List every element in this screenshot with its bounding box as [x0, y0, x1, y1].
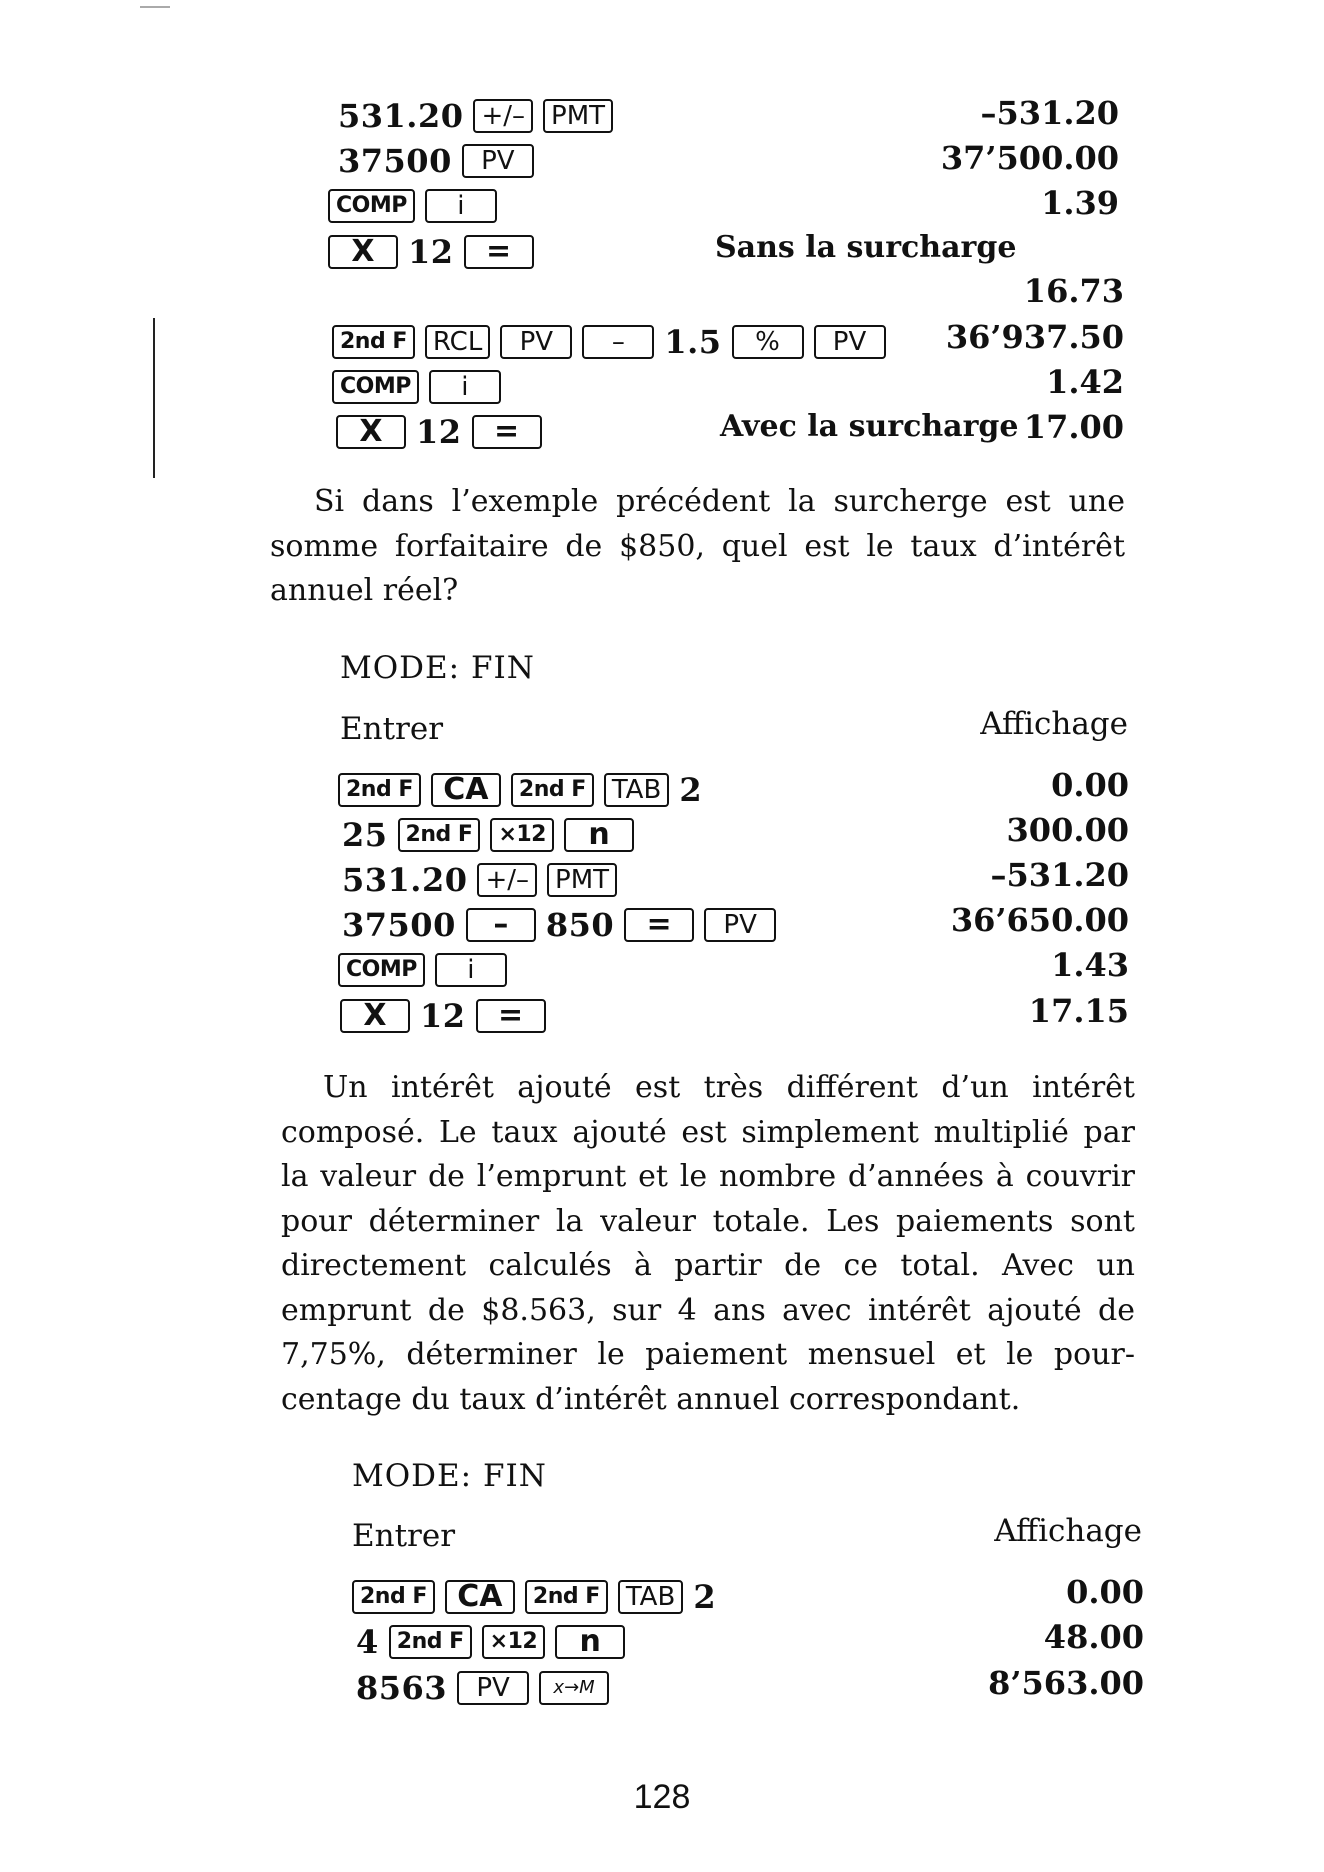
- second-function-key: 2nd F: [525, 1580, 608, 1614]
- comp-key: COMP: [332, 370, 419, 404]
- tab-key: TAB: [604, 773, 670, 807]
- minus-key: –: [466, 908, 536, 942]
- keystroke-row: X 12 =: [340, 996, 546, 1036]
- plus-minus-key: +/–: [477, 863, 537, 897]
- n-key: n: [564, 818, 634, 852]
- second-function-key: 2nd F: [332, 325, 415, 359]
- display-value: 8’563.00: [988, 1664, 1144, 1702]
- keystroke-row: 2nd F CA 2nd F TAB 2: [352, 1577, 716, 1617]
- mode-label: MODE: FIN: [340, 650, 535, 686]
- keystroke-row: 531.20 +/– PMT: [338, 96, 613, 136]
- display-value: 37’500.00: [940, 139, 1119, 177]
- plus-minus-key: +/–: [473, 99, 533, 133]
- minus-key: –: [582, 325, 654, 359]
- comp-key: COMP: [338, 953, 425, 987]
- x-to-memory-key: x→M: [539, 1671, 609, 1705]
- display-value: 36’650.00: [950, 901, 1129, 939]
- display-value: 16.73: [1023, 272, 1124, 310]
- display-value: 0.00: [1051, 766, 1129, 804]
- keystroke-row: [328, 186, 497, 226]
- times-twelve-key: ×12: [482, 1625, 546, 1659]
- display-value: 0.00: [1066, 1573, 1144, 1611]
- display-value: 48.00: [1043, 1618, 1144, 1656]
- second-function-key: 2nd F: [398, 818, 481, 852]
- equals-key: =: [464, 235, 534, 269]
- ca-key: CA: [431, 773, 501, 807]
- display-value: 36’937.50: [945, 318, 1124, 356]
- display-value: 17.00: [1023, 408, 1124, 446]
- keystroke-row: 4 2nd F ×12 n: [356, 1622, 625, 1662]
- keystroke-row: 25 2nd F ×12 n: [342, 815, 634, 855]
- note-text: Avec la surcharge: [720, 409, 1019, 444]
- pv-key: PV: [457, 1671, 529, 1705]
- keystroke-row: 2nd F RCL PV – 1.5 % PV: [332, 322, 886, 362]
- times-twelve-key: ×12: [490, 818, 554, 852]
- percent-key: %: [732, 325, 804, 359]
- tab-key: TAB: [618, 1580, 684, 1614]
- display-value: 1.42: [1046, 363, 1124, 401]
- keystroke-row: 531.20 +/– PMT: [342, 860, 617, 900]
- display-header: Affichage: [994, 1513, 1142, 1549]
- display-value: 1.43: [1051, 946, 1129, 984]
- second-function-key: 2nd F: [511, 773, 594, 807]
- pv-key: PV: [462, 144, 534, 178]
- keystroke-row: 37500 PV: [338, 141, 534, 181]
- equals-key: =: [472, 415, 542, 449]
- rcl-key: RCL: [425, 325, 490, 359]
- equals-key: =: [624, 908, 694, 942]
- margin-bar: [153, 318, 155, 478]
- display-header: Affichage: [980, 706, 1128, 742]
- multiply-key: X: [336, 415, 406, 449]
- pv-key: PV: [704, 908, 776, 942]
- paragraph-2: Un intérêt ajouté est très différent d’un intérêt composé. Le taux ajouté est simplement multiplié par la valeur de l’emprunt et le nombre d’années à couvrir pour déterminer la valeur totale. Les paiements sont directement calculés à partir de ce total. Avec un emprunt de $8.563, sur 4 ans avec intérêt ajouté de 7,75%, déterminer le paiement mensuel et le pour- centage du taux d’intérêt annuel correspondant.: [281, 1070, 1135, 1417]
- display-value: –531.20: [990, 856, 1129, 894]
- note-text: Sans la surcharge: [715, 230, 1017, 265]
- pv-key: PV: [500, 325, 572, 359]
- i-key: i: [425, 189, 497, 223]
- enter-header: Entrer: [352, 1518, 456, 1554]
- i-key: i: [435, 953, 507, 987]
- paragraph-1: Si dans l’exemple précédent la surcherge est une somme forfaitaire de $850, quel est le taux d’intérêt annuel réel?: [270, 484, 1125, 608]
- multiply-key: X: [328, 235, 398, 269]
- keystroke-row: 8563 PV x→M: [356, 1668, 609, 1708]
- keystroke-row: 37500 – 850 = PV: [342, 905, 776, 945]
- scan-mark-top: [140, 6, 170, 8]
- mode-label: MODE: FIN: [352, 1458, 547, 1494]
- keystroke-row: X 12 =: [328, 232, 534, 272]
- display-value: 17.15: [1028, 992, 1129, 1030]
- display-value: 300.00: [1006, 811, 1129, 849]
- second-function-key: 2nd F: [389, 1625, 472, 1659]
- comp-key: COMP: [328, 189, 415, 223]
- pmt-key: PMT: [543, 99, 613, 133]
- keystroke-row: X 12 =: [336, 412, 542, 452]
- ca-key: CA: [445, 1580, 515, 1614]
- pmt-key: PMT: [547, 863, 617, 897]
- second-function-key: 2nd F: [352, 1580, 435, 1614]
- keystroke-row: [338, 950, 507, 990]
- second-function-key: 2nd F: [338, 773, 421, 807]
- multiply-key: X: [340, 999, 410, 1033]
- enter-header: Entrer: [340, 711, 444, 747]
- keystroke-row: 2nd F CA 2nd F TAB 2: [338, 770, 702, 810]
- i-key: i: [429, 370, 501, 404]
- keystroke-row: [332, 367, 501, 407]
- page-number: 128: [633, 1778, 691, 1816]
- pv-key: PV: [814, 325, 886, 359]
- display-value: 1.39: [1041, 184, 1119, 222]
- n-key: n: [555, 1625, 625, 1659]
- equals-key: =: [476, 999, 546, 1033]
- display-value: –531.20: [980, 94, 1119, 132]
